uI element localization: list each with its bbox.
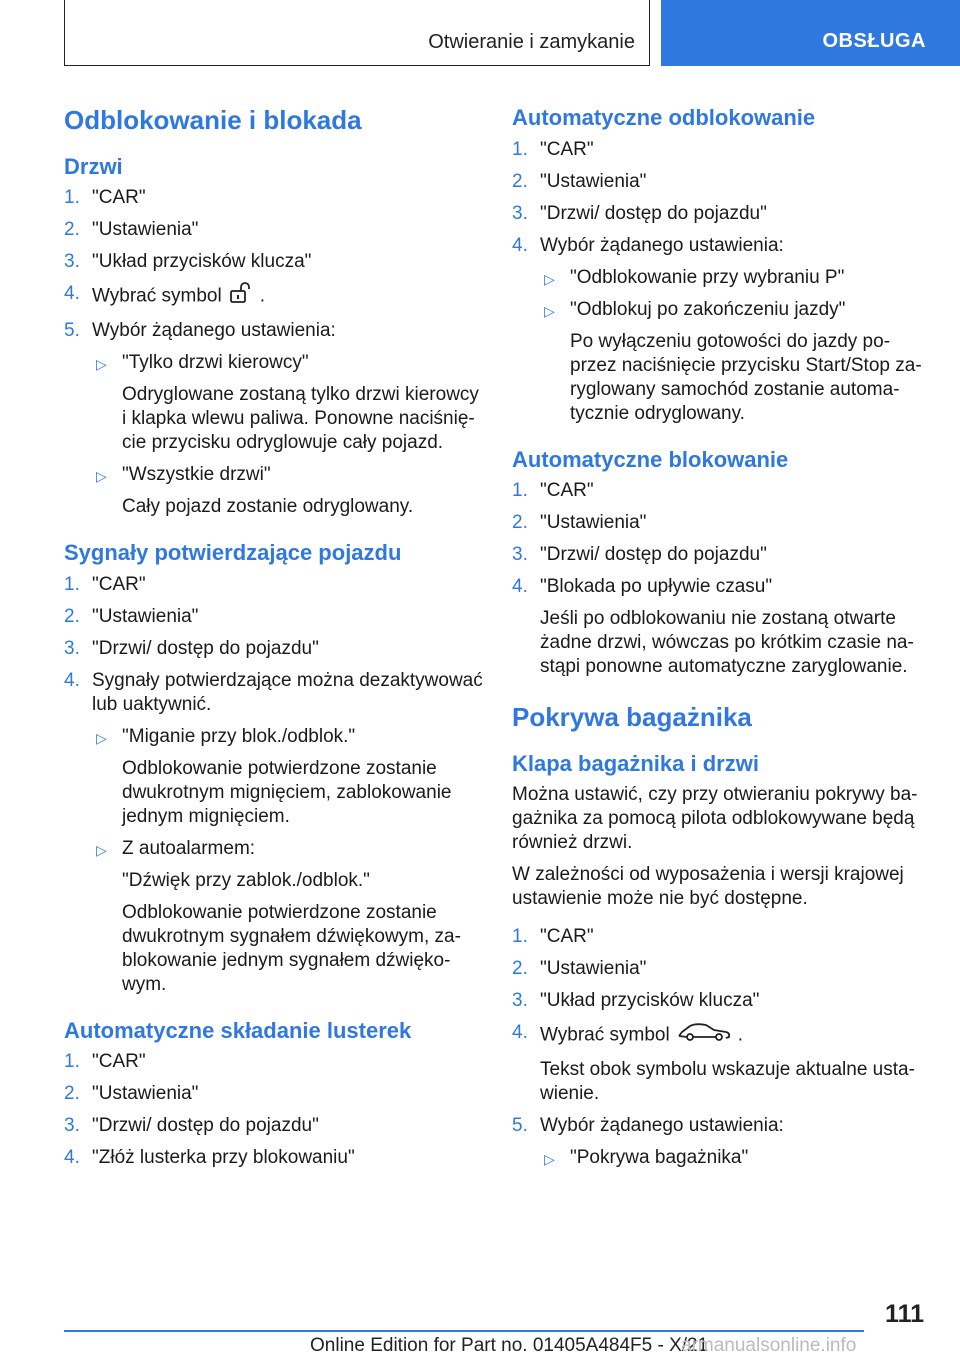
signals-steps — [64, 573, 484, 997]
heading-doors: Drzwi — [64, 153, 123, 179]
footer-edition: Online Edition for Part no. 01405A484F5 - X/21 — [310, 1335, 709, 1356]
triangle-bullet-icon: ▷ — [96, 468, 107, 484]
list-item: 2. "Ustawienia" — [512, 958, 647, 979]
heading-auto-unlock: Automatyczne odblokowanie — [512, 105, 816, 130]
footer-watermark: armanualsonline.info — [681, 1335, 857, 1356]
option-list — [92, 725, 484, 997]
paragraph: W zależności od wyposażenia i wersji krajowej ustawienie może nie być dostępne. — [512, 864, 904, 909]
list-item: 3. "Drzwi/ dostęp do pojazdu" — [64, 637, 319, 659]
triangle-bullet-icon: ▷ — [96, 356, 107, 372]
list-item: 4. "Blokada po upływie czasu" Jeśli po odblokowaniu nie zostaną otwarte żadne drzwi, wówczas po krótkim czasie nastąpi ponowne automatyczne zaryglowanie. — [512, 576, 914, 677]
list-item: 1. "CAR" — [64, 573, 146, 595]
list-item: 1. "CAR" — [64, 187, 146, 208]
list-item: 4. Wybór żądanego ustawienia: ▷ "Odblokowanie przy wybraniu P" ▷ "Odblokuj po zakończeniu jazdy" Po wyłączeniu gotowości do jazdy poprzez naciśnięcie przycisku Start/Stop zaryglowany samochód zostanie automatycznie odryglowany. — [512, 234, 928, 426]
list-item: 3. "Układ przycisków klucza" — [64, 251, 312, 272]
list-item: 3. "Drzwi/ dostęp do pojazdu" — [512, 544, 767, 565]
header-title-box — [64, 0, 650, 66]
paragraph: Można ustawić, czy przy otwieraniu pokrywy bagażnika za pomocą pilota odblokowywane będą również drzwi. — [512, 784, 918, 853]
unlock-symbol-icon — [228, 282, 254, 311]
heading-tailgate-doors: Klapa bagażnika i drzwi — [512, 750, 759, 776]
list-item: 3. "Drzwi/ dostęp do pojazdu" — [512, 202, 767, 224]
triangle-bullet-icon: ▷ — [544, 270, 555, 287]
footer-divider — [64, 1330, 864, 1332]
list-item: 4. "Złóż lusterka przy blokowaniu" — [64, 1147, 355, 1168]
heading-unlock-lock: Odblokowanie i blokada — [64, 105, 362, 135]
left-column — [64, 96, 484, 1178]
list-item: 3. "Układ przycisków klucza" — [512, 990, 760, 1011]
option-item: ▷ "Miganie przy blok./odblok." Odblokowanie potwierdzone zostanie dwukrotnym mignięciem, zablokowanie jednym mignięciem. — [96, 725, 452, 827]
heading-signals: Sygnały potwierdzające pojazdu — [64, 540, 402, 565]
page-number: 111 — [885, 1300, 924, 1328]
list-item: 1. "CAR" — [64, 1051, 146, 1072]
mirror-steps — [64, 1050, 484, 1170]
list-item: 5. Wybór żądanego ustawienia: ▷ "Tylko drzwi kierowcy" Odryglowane zostaną tylko drzwi kierowcy i klapka wlewu paliwa. Ponowne naciśnięcie przycisku odryglowuje cały pojazd. ▷ "Wszystkie drzwi" Cały pojazd zostanie odryglowany. — [64, 319, 484, 519]
list-item: 3. "Drzwi/ dostęp do pojazdu" — [64, 1115, 319, 1136]
option-item: ▷ Z autoalarmem: "Dźwięk przy zablok./odblok." Odblokowanie potwierdzone zostanie dwukrotnym sygnałem dźwiękowym, zablokowanie jednym sygnałem dźwiękowym. — [96, 837, 461, 995]
right-column — [512, 104, 928, 1178]
list-item: 2. "Ustawienia" — [512, 512, 647, 533]
triangle-bullet-icon: ▷ — [544, 302, 555, 319]
heading-mirror-folding: Automatyczne składanie lusterek — [64, 1017, 412, 1043]
triangle-bullet-icon: ▷ — [96, 841, 107, 858]
heading-tailgate: Pokrywa bagażnika — [512, 702, 752, 732]
option-item: ▷ "Pokrywa bagażnika" — [540, 1146, 928, 1170]
section-tab — [661, 0, 960, 66]
list-item: 1. "CAR" — [512, 138, 594, 160]
list-item: 1. "CAR" — [512, 926, 594, 947]
option-item: ▷ "Tylko drzwi kierowcy" Odryglowane zostaną tylko drzwi kierowcy i klapka wlewu paliwa. Ponowne naciśnięcie przycisku odryglowuje cały pojazd. — [96, 352, 479, 453]
list-item: 1. "CAR" — [512, 480, 594, 501]
list-item: 2. "Ustawienia" — [512, 170, 647, 192]
list-item: 5. Wybór żądanego ustawienia: ▷ "Pokrywa bagażnika" — [512, 1114, 928, 1170]
option-item: ▷ "Wszystkie drzwi" Cały pojazd zostanie odryglowany. — [96, 464, 414, 517]
list-item: 4. Sygnały potwierdzające można dezaktywować lub uaktywnić. ▷ "Miganie przy blok./odblok." Odblokowanie potwierdzone zostanie dwukrotnym mignięciem, zablokowanie jednym mignięciem. ▷ Z autoalarmem: "Dźwięk przy zablok./odblok." Odblokowanie potwierdzone zostanie dwukrotnym sygnałem dźwiękowym, zablokowanie jednym sygnałem dźwiękowym. — [64, 669, 483, 995]
option-list — [540, 1146, 928, 1170]
doors-steps — [64, 186, 484, 519]
option-item: ▷ "Odblokowanie przy wybraniu P" — [540, 266, 928, 290]
list-item: 4. Wybrać symbol . Tekst obok symbolu wskazuje aktualne ustawienie. — [512, 1022, 915, 1104]
auto-unlock-steps — [512, 138, 928, 426]
page-header — [0, 0, 960, 66]
triangle-bullet-icon: ▷ — [96, 729, 107, 746]
option-list — [540, 266, 928, 426]
option-item: ▷ "Odblokuj po zakończeniu jazdy" Po wyłączeniu gotowości do jazdy poprzez naciśnięcie przycisku Start/Stop zaryglowany samochód zostanie automatycznie odryglowany. — [544, 298, 922, 424]
heading-auto-lock: Automatyczne blokowanie — [512, 446, 789, 472]
triangle-bullet-icon: ▷ — [544, 1151, 555, 1167]
list-item: 2. "Ustawienia" — [64, 1083, 199, 1104]
list-item: 4. Wybrać symbol . — [64, 282, 484, 311]
list-item: 2. "Ustawienia" — [64, 219, 199, 240]
list-item: 2. "Ustawienia" — [64, 605, 199, 627]
car-trunk-symbol-icon — [676, 1021, 732, 1050]
header-title: Otwieranie i zamykanie — [428, 31, 635, 53]
option-list — [92, 351, 484, 519]
auto-lock-steps — [512, 479, 928, 679]
section-tab-label: OBSŁUGA — [822, 30, 926, 52]
tailgate-steps — [512, 925, 928, 1170]
